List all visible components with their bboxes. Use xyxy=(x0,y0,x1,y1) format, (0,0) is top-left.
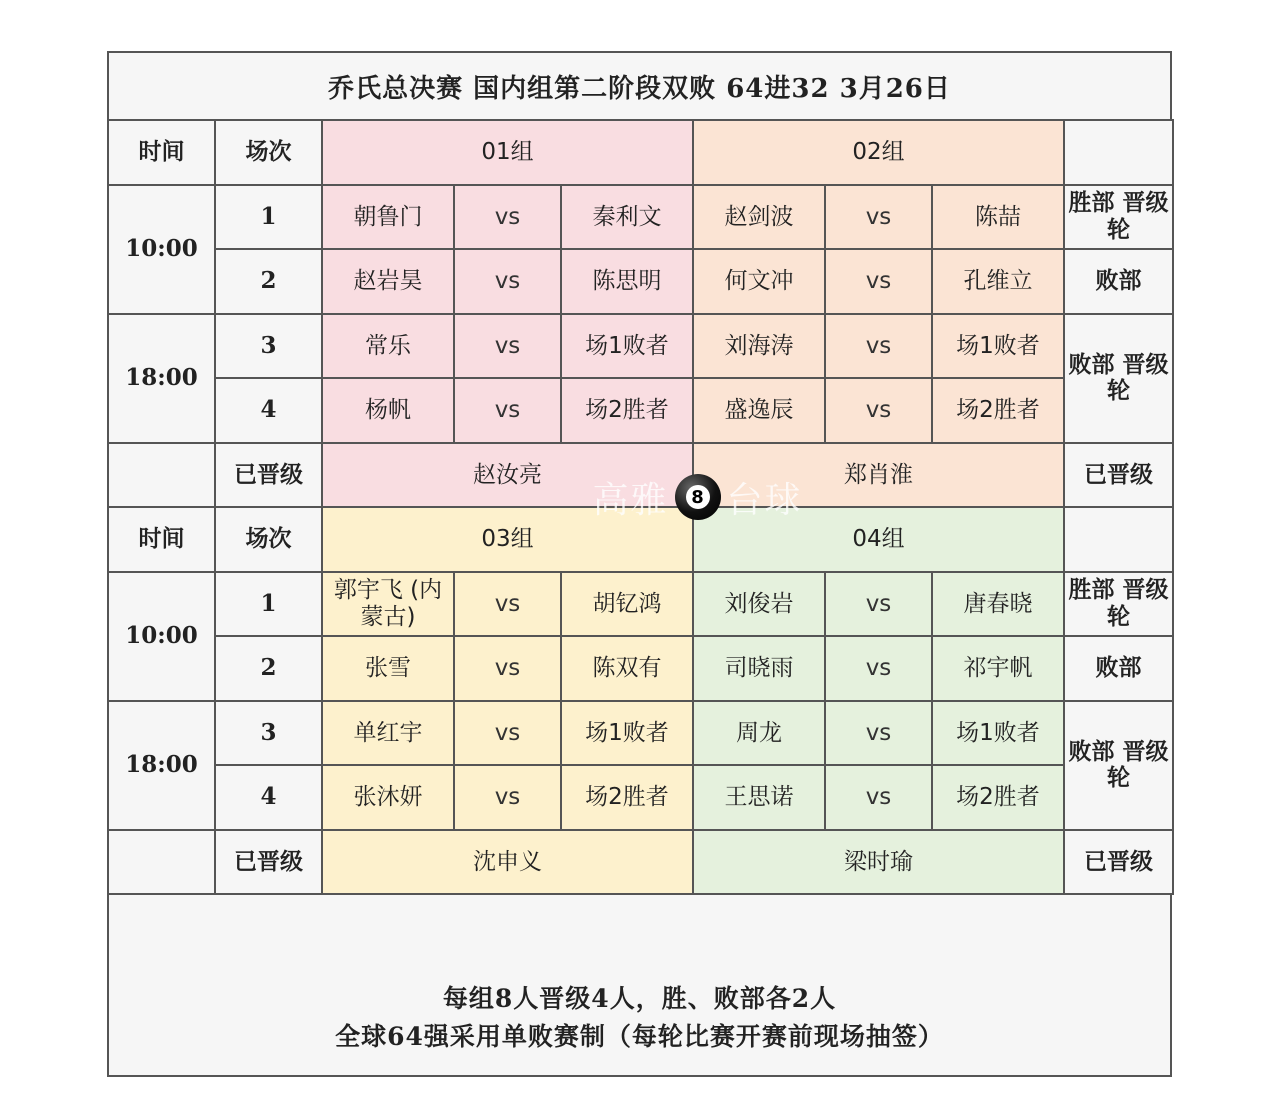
advanced-label: 已晋级 xyxy=(1064,830,1173,895)
round-header-empty xyxy=(1064,120,1173,185)
ball-number: 8 xyxy=(686,485,710,509)
advanced-label: 已晋级 xyxy=(215,443,322,508)
match-row xyxy=(108,185,1173,250)
vs-label: vs xyxy=(454,572,561,637)
player-cell: 唐春晓 xyxy=(932,572,1064,637)
vs-label: vs xyxy=(825,249,932,314)
player-cell: 王思诺 xyxy=(693,765,825,830)
player-cell: 陈双有 xyxy=(561,636,693,701)
player-cell: 单红宇 xyxy=(322,701,454,766)
match-number: 2 xyxy=(215,249,322,314)
vs-label: vs xyxy=(825,314,932,379)
advanced-player: 郑肖淮 xyxy=(693,443,1064,508)
player-cell: 盛逸辰 xyxy=(693,378,825,443)
player-cell: 张沐妍 xyxy=(322,765,454,830)
player-cell: 朝鲁门 xyxy=(322,185,454,250)
schedule-table xyxy=(107,119,1174,895)
vs-label: vs xyxy=(454,701,561,766)
player-cell: 陈思明 xyxy=(561,249,693,314)
round-header-empty xyxy=(1064,507,1173,572)
advanced-label: 已晋级 xyxy=(215,830,322,895)
group-04-label: 04组 xyxy=(693,507,1064,572)
player-cell: 刘海涛 xyxy=(693,314,825,379)
advanced-player: 沈申义 xyxy=(322,830,693,895)
match-row xyxy=(108,572,1173,637)
match-no-header: 场次 xyxy=(215,120,322,185)
player-cell: 场2胜者 xyxy=(561,378,693,443)
player-cell: 张雪 xyxy=(322,636,454,701)
round-label-losers: 败部 xyxy=(1064,636,1173,701)
vs-label: vs xyxy=(454,378,561,443)
vs-label: vs xyxy=(454,249,561,314)
vs-label: vs xyxy=(454,636,561,701)
group-01-label: 01组 xyxy=(322,120,693,185)
player-cell: 场2胜者 xyxy=(932,378,1064,443)
player-cell: 赵剑波 xyxy=(693,185,825,250)
vs-label: vs xyxy=(825,701,932,766)
match-row xyxy=(108,765,1173,830)
vs-label: vs xyxy=(825,765,932,830)
match-number: 4 xyxy=(215,765,322,830)
player-cell: 周龙 xyxy=(693,701,825,766)
player-cell: 杨帆 xyxy=(322,378,454,443)
player-cell: 场2胜者 xyxy=(932,765,1064,830)
advanced-empty xyxy=(108,443,215,508)
time-header: 时间 xyxy=(108,507,215,572)
footer-line-2: 全球64强采用单败赛制（每轮比赛开赛前现场抽签） xyxy=(335,1022,944,1051)
advanced-row xyxy=(108,830,1173,895)
player-cell: 场2胜者 xyxy=(561,765,693,830)
match-no-header: 场次 xyxy=(215,507,322,572)
time-slot: 10:00 xyxy=(108,572,215,701)
player-cell: 郭宇飞 (内蒙古) xyxy=(322,572,454,637)
group-header-row xyxy=(108,507,1173,572)
group-header-row xyxy=(108,120,1173,185)
match-number: 1 xyxy=(215,572,322,637)
vs-label: vs xyxy=(454,765,561,830)
match-row xyxy=(108,701,1173,766)
vs-label: vs xyxy=(825,185,932,250)
advanced-player: 赵汝亮 xyxy=(322,443,693,508)
player-cell: 场1败者 xyxy=(561,701,693,766)
time-slot: 10:00 xyxy=(108,185,215,314)
player-cell: 场1败者 xyxy=(932,701,1064,766)
player-cell: 祁宇帆 xyxy=(932,636,1064,701)
player-cell: 常乐 xyxy=(322,314,454,379)
time-slot: 18:00 xyxy=(108,314,215,443)
group-02-label: 02组 xyxy=(693,120,1064,185)
player-cell: 陈喆 xyxy=(932,185,1064,250)
time-header: 时间 xyxy=(108,120,215,185)
player-cell: 胡钇鸿 xyxy=(561,572,693,637)
vs-label: vs xyxy=(825,636,932,701)
match-number: 2 xyxy=(215,636,322,701)
advanced-label: 已晋级 xyxy=(1064,443,1173,508)
match-number: 4 xyxy=(215,378,322,443)
match-number: 1 xyxy=(215,185,322,250)
page-title: 乔氏总决赛 国内组第二阶段双败 64进32 3月26日 xyxy=(328,73,951,104)
watermark-text-right: 台球 xyxy=(726,479,803,521)
advanced-empty xyxy=(108,830,215,895)
player-cell: 赵岩昊 xyxy=(322,249,454,314)
match-number: 3 xyxy=(215,314,322,379)
player-cell: 刘俊岩 xyxy=(693,572,825,637)
match-row xyxy=(108,636,1173,701)
footer-line-1: 每组8人晋级4人，胜、败部各2人 xyxy=(442,984,837,1013)
round-label-winners: 胜部 晋级轮 xyxy=(1064,572,1173,637)
vs-label: vs xyxy=(825,572,932,637)
round-label-losers-adv: 败部 晋级轮 xyxy=(1064,701,1173,830)
player-cell: 司晓雨 xyxy=(693,636,825,701)
player-cell: 场1败者 xyxy=(561,314,693,379)
advanced-row xyxy=(108,443,1173,508)
advanced-player: 梁时瑜 xyxy=(693,830,1064,895)
player-cell: 孔维立 xyxy=(932,249,1064,314)
vs-label: vs xyxy=(825,378,932,443)
player-cell: 场1败者 xyxy=(932,314,1064,379)
time-slot: 18:00 xyxy=(108,701,215,830)
group-03-label: 03组 xyxy=(322,507,693,572)
player-cell: 秦利文 xyxy=(561,185,693,250)
match-row xyxy=(108,378,1173,443)
match-row xyxy=(108,249,1173,314)
round-label-losers-adv: 败部 晋级轮 xyxy=(1064,314,1173,443)
match-row xyxy=(108,314,1173,379)
player-cell: 何文冲 xyxy=(693,249,825,314)
vs-label: vs xyxy=(454,314,561,379)
round-label-losers: 败部 xyxy=(1064,249,1173,314)
footer-notes xyxy=(107,968,1172,1068)
match-number: 3 xyxy=(215,701,322,766)
round-label-winners: 胜部 晋级轮 xyxy=(1064,185,1173,250)
watermark-text-left: 高雅 xyxy=(592,479,669,521)
vs-label: vs xyxy=(454,185,561,250)
